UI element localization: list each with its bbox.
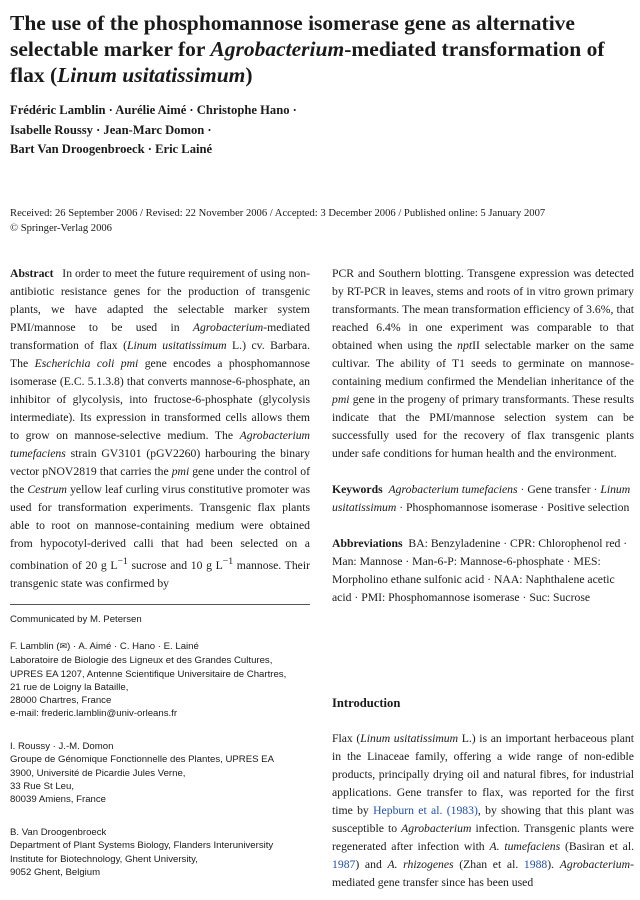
abstract-text: gene in the progeny of primary transformants. These results indicate that the PMI/mannose selection system can be successfully used for the recovery of flax transgenic plants under safe conditions for human health and the environment. [332,393,634,460]
affiliation-line: 3900, Université de Picardie Jules Verne, [10,767,186,779]
affiliation-line: Laboratoire de Biologie des Ligneux et des Grandes Cultures, [10,655,273,667]
affiliation-3 [10,826,310,879]
abbreviations-text: BA: Benzyladenine · CPR: Chlorophenol red · Man: Mannose · Man-6-P: Mannose-6-phosphate · MES: Morpholino ethane sulfonic acid · NAA: Naphthalene acetic acid · PMI: Phosphomannose isomerase · Suc: Sucrose [332,537,628,604]
abstract-text: gene under the control of the [10,465,311,496]
title-text: The use of the phosphomannose isomerase gene as alternative selectable marker for [10,11,575,61]
affiliation-authors: B. Van Droogenbroeck [10,827,107,838]
abstract-text: sucrose and 10 g L [127,558,223,572]
abstract-text: II selectable marker on the same cultivar. The ability of T1 seeds to germinate on mannose-containing medium confirmed the Mendelian inheritance of the [332,339,634,388]
intro-text: infection. Transgenic plants were regenerated after infection with [332,822,634,853]
abstract-italic: Linum usitatissimum [126,339,227,352]
received-dates: Received: 26 September 2006 / Revised: 22 November 2006 / Accepted: 3 December 2006 / Published online: 5 January 2007 [10,208,546,219]
affiliation-authors [10,640,310,654]
keywords-block [332,481,634,517]
intro-italic: Agrobacterium [559,858,631,871]
abstract-text: yellow leaf curling virus constitutive promoter was used for transformation experiments. Transgenic flax plants able to root on mannose-containing medium were obtained from hypocotyl-derived calli that had been selected on a combination of 20 g L [10,483,310,572]
affiliation-line: 21 rue de Loigny la Bataille, [10,681,129,693]
section-heading-introduction: Introduction [332,696,401,710]
intro-text: ) and [355,858,388,871]
abbreviations-block [332,535,634,607]
abstract-italic: Escherichia coli pmi [34,357,139,370]
title-italic-species: Linum usitatissimum [57,63,246,87]
abstract-heading: Abstract [10,267,54,280]
intro-italic: Agrobacterium [401,822,472,835]
copyright-notice: © Springer-Verlag 2006 [10,222,112,234]
affiliation-line: UPRES EA 1207, Antenne Scientifique Universitaire de Chartres, [10,668,287,680]
abstract-text: -mediated transformation of flax ( [10,321,310,352]
superscript: −1 [117,556,128,567]
abstract-italic: Agrobacterium [192,321,264,334]
citation-link[interactable]: Hepburn et al. (1983) [373,804,478,817]
intro-text: Flax ( [332,732,361,745]
intro-text: ). [547,858,560,871]
abstract-text: In order to meet the future requirement of using non-antibiotic resistance genes for the production of transgenic plants, we have adapted the selectable marker system PMI/mannose to be used in [10,267,310,334]
affiliation-authors-text: F. Lamblin ( [10,641,60,652]
title-text-3: ) [245,63,253,87]
abstract-italic: Agrobacterium tumefaciens [10,429,310,460]
abstract-continuation [332,265,634,463]
right-column [332,265,634,607]
title-italic-genus: Agrobacterium [210,37,345,61]
title-text-2: -mediated transformation of flax ( [10,37,605,87]
affiliation-line: Institute for Biotechnology, Ghent University, [10,853,198,865]
intro-text: L.) is an important herbaceous plant in the Linaceae family, offering a wide range of non-edible products, principally drying oil and natural fibres, for industrial applications. Gene transfer to flax, was reported for the first time by [332,732,634,817]
authors-line: Bart Van Droogenbroeck · Eric Lainé [10,142,213,156]
publication-history [10,207,630,236]
intro-text: -mediated gene transfer since has been used [332,858,634,889]
abstract-italic: Cestrum [27,483,67,496]
corresponding-email[interactable]: e-mail: frederic.lamblin@univ-orleans.fr [10,708,178,720]
footnote-divider [10,604,310,605]
affiliation-line: 80039 Amiens, France [10,794,106,806]
keyword: · Gene transfer · [517,483,601,496]
affiliation-authors-text: ) · A. Aimé · C. Hano · E. Lainé [67,641,199,652]
intro-italic: Linum usitatissimum [360,732,459,745]
affiliation-line: 28000 Chartres, France [10,695,112,707]
affiliation-line: 33 Rue St Leu, [10,780,75,792]
abstract-italic: pmi [171,465,190,478]
envelope-icon: ✉ [59,642,68,652]
affiliation-authors: I. Roussy · J.-M. Domon [10,741,114,752]
citation-link[interactable]: 1987 [332,858,356,871]
abstract-text: PCR and Southern blotting. Transgene expression was detected by RT-PCR in leaves, stems and roots of in vitro grown primary transformants. The mean transformation efficiency of 3.6%, that reached 6.4% in one experiment was comparable to that obtained when using the [332,267,634,352]
abstract-text: gene encodes a phosphomannose isomerase (E.C. 5.1.3.8) that converts mannose-6-phosphate, an inhibitor of glycolysis, into fructose-6-phosphate (glycolysis intermediate). Its expression in transformed cells allows them to grow on mannose-selective medium. The [10,357,310,442]
intro-italic: A. tumefaciens [489,840,561,853]
author-list [10,101,610,160]
introduction-text [332,730,634,892]
intro-text: , by showing that this plant was susceptible to [332,804,634,835]
abstract-text: mannose. Their transgenic state was confirmed by [10,558,310,590]
abstract-text: strain GV3101 (pGV2260) harbouring the binary vector pNOV2819 that carries the [10,447,310,478]
superscript: −1 [222,556,234,567]
abstract-block [10,265,310,593]
affiliation-line: Groupe de Génomique Fonctionnelle des Plantes, UPRES EA [10,754,274,766]
communicated-by: Communicated by M. Petersen [10,614,142,625]
authors-line: Isabelle Roussy · Jean-Marc Domon · [10,122,212,137]
article-title [10,10,610,88]
keyword: · Phosphomannose isomerase · Positive selection [396,501,630,514]
abstract-italic: pmi [332,393,350,406]
abstract-text: L.) cv. Barbara. The [10,339,311,370]
intro-italic: A. rhizogenes [387,858,454,871]
intro-text: (Zhan et al. [453,858,524,871]
abbreviations-heading: Abbreviations [332,537,403,550]
affiliation-1 [10,640,310,721]
keyword: Agrobacterium tumefaciens [388,483,518,496]
abstract-italic: npt [457,339,473,352]
keyword: Linum usitatissimum [332,483,631,514]
citation-link[interactable]: 1988 [523,858,548,871]
authors-line: Frédéric Lamblin · Aurélie Aimé · Christophe Hano · [10,103,297,117]
affiliation-line: Department of Plant Systems Biology, Flanders Interuniversity [10,840,274,852]
intro-text: (Basiran et al. [560,840,634,853]
affiliation-line: 9052 Ghent, Belgium [10,866,101,878]
affiliation-2 [10,740,310,806]
keywords-heading: Keywords [332,483,383,496]
